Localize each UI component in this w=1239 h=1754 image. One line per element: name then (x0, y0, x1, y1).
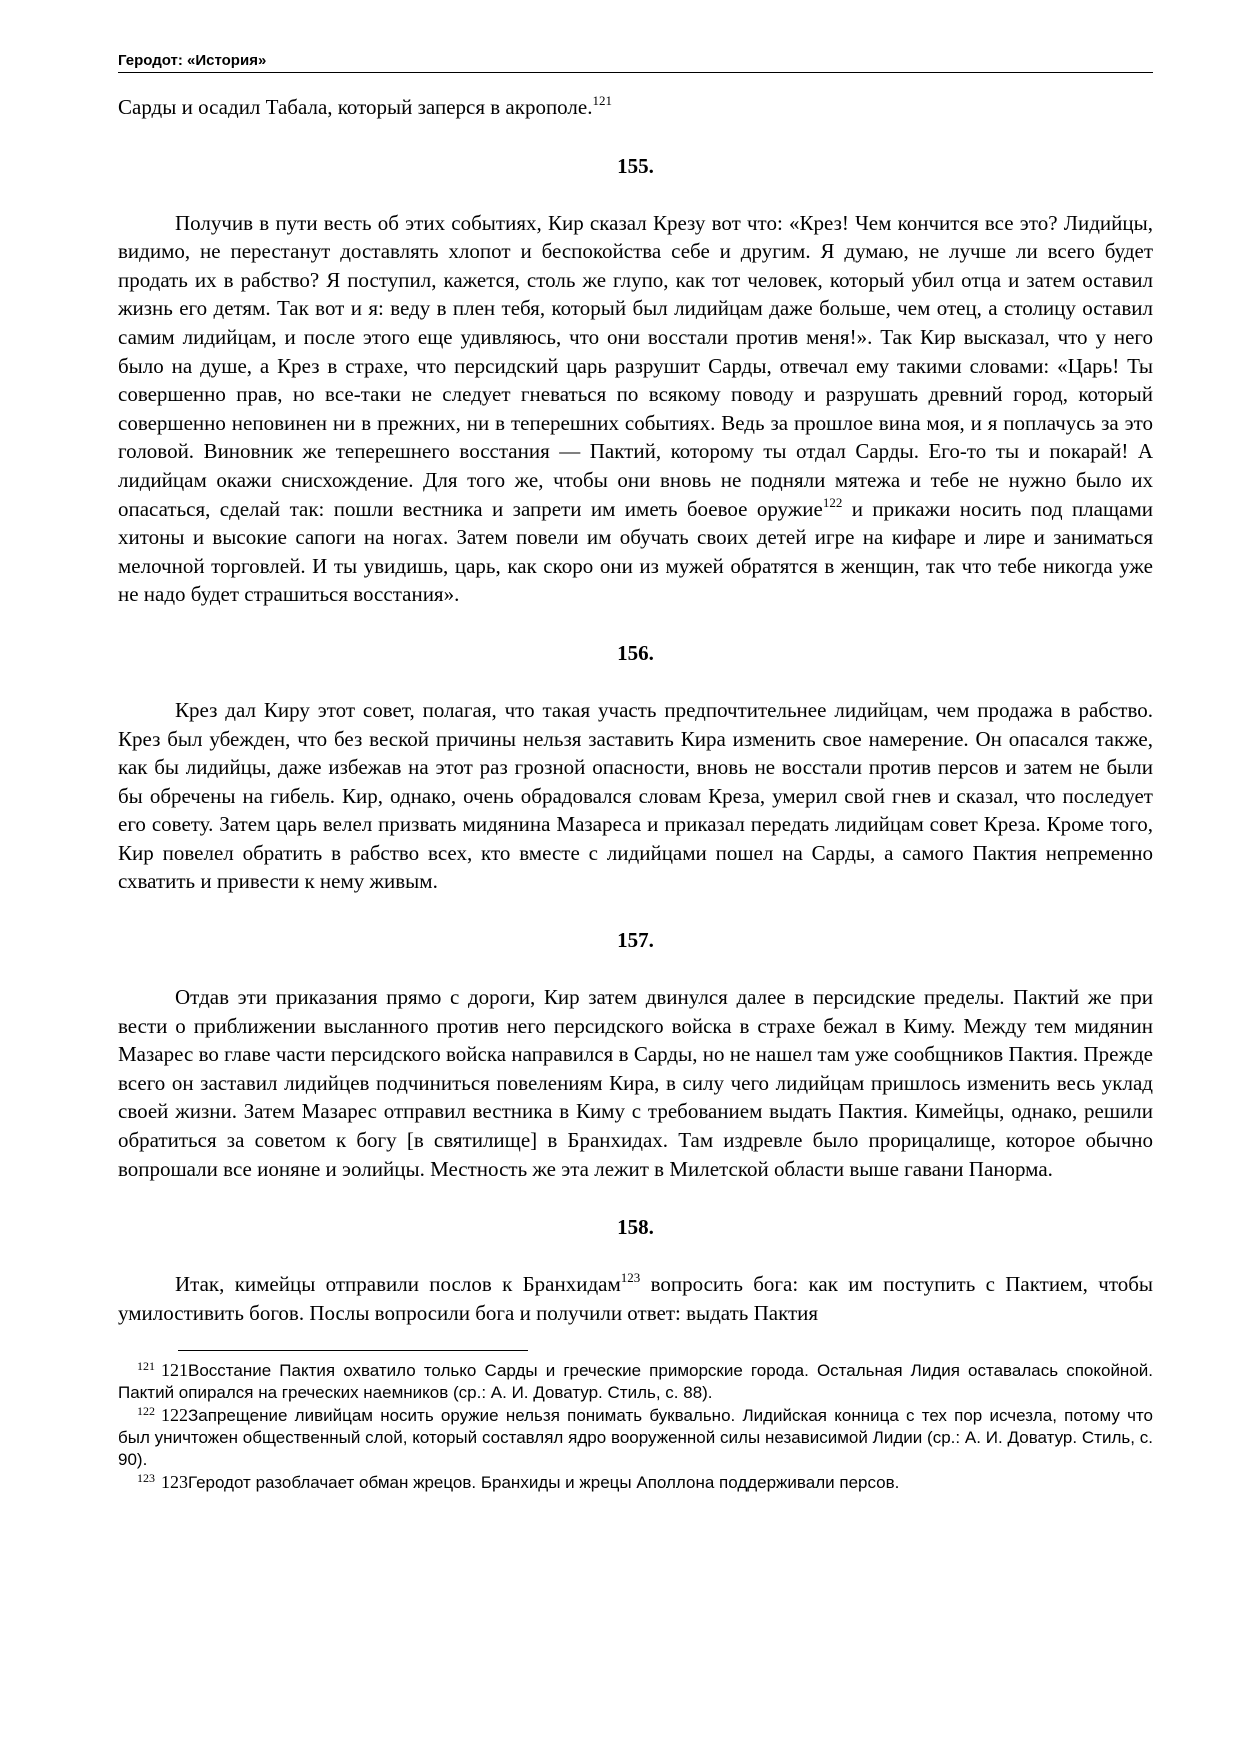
document-page (118, 52, 1153, 1494)
paragraph-text: Крез дал Киру этот совет, полагая, что такая участь предпочтительнее лидийцам, чем продажа в рабство. Крез был убежден, что без веской причины нельзя заставить Кира изменить свое намерение. Он опасался также, как бы лидийцы, даже избежав на этот раз грозной опасности, вновь не восстали против персов и затем не были бы обречены на гибель. Кир, однако, очень обрадовался словам Креза, умерил свой гнев и сказал, что последует его совету. Затем царь велел призвать мидянина Мазареса и приказал передать лидийцам совет Креза. Кроме того, Кир повелел обратить в рабство всех, кто вместе с лидийцами пошел на Сарды, а самого Пактия непременно схватить и привести к нему живым. (118, 697, 1153, 894)
main-text (118, 93, 1153, 1327)
footnote-mark: 122 (137, 1403, 155, 1418)
footnote (118, 1404, 1153, 1471)
footnote-number: 123 (161, 1472, 188, 1493)
running-title: Геродот: «История» (118, 52, 267, 69)
footnote-reference[interactable]: 122 (822, 494, 843, 510)
footnote-mark: 121 (137, 1358, 155, 1373)
chapter-paragraph (118, 983, 1153, 1183)
footnote-mark: 123 (137, 1470, 155, 1485)
chapter-paragraph (118, 209, 1153, 609)
chapter-paragraph (118, 1270, 1153, 1327)
footnote-reference[interactable]: 121 (592, 93, 612, 108)
paragraph-text: и прикажи носить под плащами хитоны и высокие сапоги на ногах. Затем повели им обучать своих детей игре на кифаре и лире и заниматься мелочной торговлей. И ты увидишь, царь, как скоро они из мужей обратятся в женщин, так что тебе никогда уже не надо будет страшиться восстания». (118, 496, 1153, 607)
chapter-heading: 157. (617, 928, 654, 953)
opening-paragraph (118, 93, 1153, 122)
footnote (118, 1471, 1153, 1494)
opening-text: Сарды и осадил Табала, который заперся в акрополе. (118, 95, 593, 119)
paragraph-text: вопросить бога: как им поступить с Пактием, чтобы умилостивить богов. Послы вопросили бога и получили ответ: выдать Пактия (118, 1272, 1154, 1325)
footnote-reference[interactable]: 123 (620, 1270, 641, 1286)
footnote-text: Геродот разоблачает обман жрецов. Бранхиды и жрецы Аполлона поддерживали персов. (188, 1473, 900, 1493)
paragraph-text: Итак, кимейцы отправили послов к Бранхидам (175, 1272, 621, 1297)
footnote-divider (178, 1350, 528, 1351)
footnote-text: Восстание Пактия охватило только Сарды и греческие приморские города. Остальная Лидия оставалась спокойной. Пактий опирался на греческих наемников (ср.: А. И. Доватур. Стиль, с. 88). (118, 1361, 1153, 1403)
footnotes-section (118, 1359, 1153, 1494)
footnote-number: 121 (161, 1360, 188, 1381)
chapter-paragraph (118, 696, 1153, 896)
chapter-heading: 155. (617, 153, 654, 178)
footnote-text: Запрещение ливийцам носить оружие нельзя понимать буквально. Лидийская конница с тех пор исчезла, потому что был уничтожен общественный слой, который составлял ядро вооруженной силы независимой Лидии (ср.: А. И. Доватур. Стиль, с. 90). (118, 1406, 1153, 1470)
running-header (118, 52, 1153, 73)
paragraph-text: Получив в пути весть об этих событиях, Кир сказал Крезу вот что: «Крез! Чем кончится все это? Лидийцы, видимо, не перестанут доставлять хлопот и беспокойства себе и другим. Я думаю, не лучше ли всего будет продать их в рабство? Я поступил, кажется, столь же глупо, как тот человек, который убил отца и затем оставил жизнь его детям. Так вот и я: веду в плен тебя, который был лидийцам даже больше, чем отец, а столицу оставил самим лидийцам, и после этого еще удивляюсь, что они восстали против меня!». Так Кир высказал, что у него было на душе, а Крез в страхе, что персидский царь разрушит Сарды, отвечал ему такими словами: «Царь! Ты совершенно прав, но все-таки не следует гневаться по всякому поводу и разрушать древний город, который совершенно неповинен ни в прежних, ни в теперешних событиях. Ведь за прошлое вина моя, и я поплачусь за это головой. Виновник же теперешнего восстания — Пактий, которому ты отдал Сарды. Его-то ты и покарай! А лидийцам окажи снисхождение. Для того же, чтобы они вновь не подняли мятежа и тебе не нужно было их опасаться, сделай так: пошли вестника и запрети им иметь боевое оружие (118, 210, 1153, 521)
chapter-heading: 156. (617, 640, 654, 665)
footnote-number: 122 (161, 1405, 188, 1426)
chapter-heading: 158. (617, 1215, 654, 1240)
footnote (118, 1359, 1153, 1404)
paragraph-text: Отдав эти приказания прямо с дороги, Кир затем двинулся далее в персидские пределы. Пактий же при вести о приближении высланного против него персидского войска в страхе бежал в Киму. Между тем мидянин Мазарес во главе части персидского войска направился в Сарды, но не нашел там уже сообщников Пактия. Прежде всего он заставил лидийцев подчиниться повелениям Кира, в силу чего лидийцам пришлось изменить весь уклад своей жизни. Затем Мазарес отправил вестника в Киму с требованием выдать Пактия. Кимейцы, однако, решили обратиться за советом к богу [в святилище] в Бранхидах. Там издревле было прорицалище, которое обычно вопрошали все ионяне и эолийцы. Местность же эта лежит в Милетской области выше гавани Панорма. (118, 985, 1153, 1181)
